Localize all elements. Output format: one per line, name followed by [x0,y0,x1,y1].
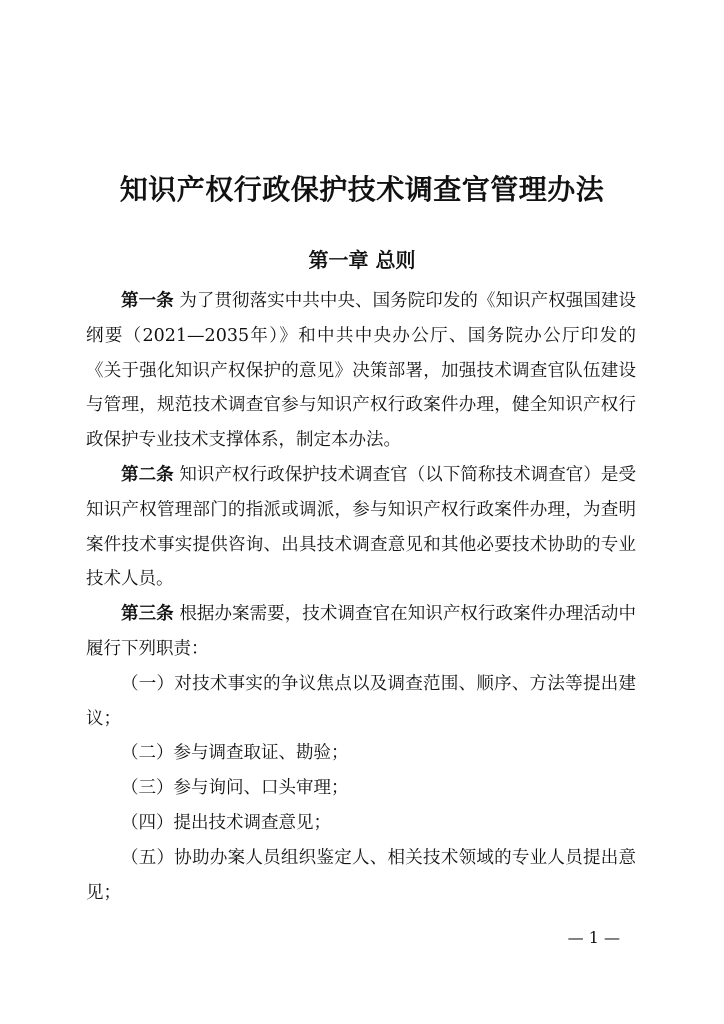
article-label: 第一条 [121,291,174,311]
duty-item: （一）对技术事实的争议焦点以及调查范围、顺序、方法等提出建议； [86,673,636,729]
article-text: 知识产权行政保护技术调查官（以下简称技术调查官）是受知识产权管理部门的指派或调派，参与知识产权行政案件办理，为查明案件技术事实提供咨询、出具技术调查意见和其他必要技术协助的专业技术人员。 [86,464,636,590]
duty-item: （二）参与调查取证、勘验； [121,743,349,764]
article-3 [86,597,636,667]
article-label: 第二条 [121,464,174,485]
article-label: 第三条 [121,604,174,625]
chapter-heading: 第一章 总则 [308,248,416,272]
duty-item: （三）参与询问、口头审理； [121,778,349,799]
document-body [86,284,636,910]
duty-item: （四）提出技术调查意见； [121,812,331,833]
article-text: 为了贯彻落实中共中央、国务院印发的《知识产权强国建设纲要（2021—2035年）》和中共中央办公厅、国务院办公厅印发的《关于强化知识产权保护的意见》决策部署，加强技术调查官队伍建设与管理，规范技术调查官参与知识产权行政案件办理，健全知识产权行政保护专业技术支撑体系，制定本办法。 [86,291,636,451]
article-2 [86,458,636,597]
duty-item: （五）协助办案人员组织鉴定人、相关技术领域的专业人员提出意见； [86,847,636,903]
article-1 [86,284,636,458]
page-number: — 1 — [567,928,620,947]
article-text: 根据办案需要，技术调查官在知识产权行政案件办理活动中履行下列职责： [86,604,636,659]
document-title: 知识产权行政保护技术调查官管理办法 [119,173,605,206]
